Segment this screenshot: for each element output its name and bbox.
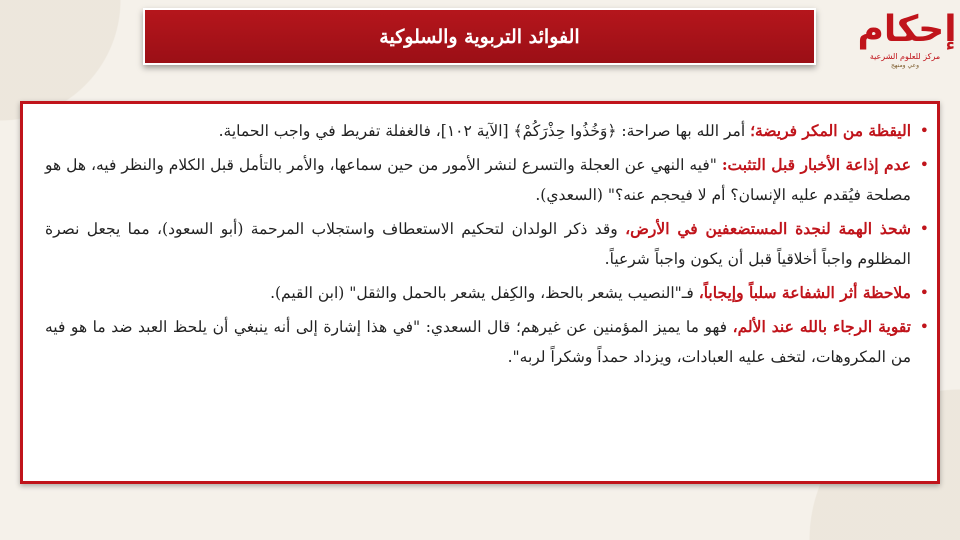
logo-wordmark: إحكام bbox=[857, 9, 957, 50]
point-lead: شحذ الهمة لنجدة المستضعفين في الأرض، bbox=[625, 219, 911, 238]
bullet-icon: • bbox=[919, 219, 929, 238]
list-item bbox=[45, 312, 929, 372]
point-lead: اليقظة من المكر فريضة؛ bbox=[750, 121, 911, 140]
point-text: فهو ما يميز المؤمنين عن غيرهم؛ قال السعدي: "في هذا إشارة إلى أنه ينبغي أن يلحظ العبد ضد ما هو فيه من المكروهات، لتخف عليه العبادات، ويزداد حمداً وشكراً لربه". bbox=[45, 318, 911, 366]
point-lead: عدم إذاعة الأخبار قبل التثبت: bbox=[721, 155, 911, 174]
logo bbox=[857, 8, 955, 68]
point-lead: تقوية الرجاء بالله عند الألم، bbox=[732, 317, 911, 336]
list-item bbox=[45, 116, 929, 146]
bullet-icon: • bbox=[919, 317, 929, 336]
logo-tagline: وعي ومنهج bbox=[891, 62, 919, 69]
list-item bbox=[45, 150, 929, 210]
points-list bbox=[23, 104, 937, 372]
bullet-icon: • bbox=[919, 121, 929, 140]
point-text: "فيه النهي عن العجلة والتسرع لنشر الأمور من حين سماعها، والأمر بالتأمل قبل الكلام والنظر فيه، هل هو مصلحة فيُقدم عليه الإنسان؟ أم لا فيحجم عنه؟" (السعدي). bbox=[45, 156, 911, 204]
list-item bbox=[45, 214, 929, 274]
logo-subtitle: مركز للعلوم الشرعية bbox=[869, 52, 941, 61]
point-text: أمر الله بها صراحة: ﴿وَخُذُوا حِذْرَكُمْ﴾ [الآية ١٠٢]، فالغفلة تفريط في واجب الحماية. bbox=[218, 122, 751, 140]
list-item bbox=[45, 278, 929, 308]
point-text: فـ"النصيب يشعر بالحظ، والكِفل يشعر بالحمل والثقل" (ابن القيم). bbox=[270, 284, 699, 302]
slide-title: الفوائد التربوية والسلوكية bbox=[379, 25, 580, 48]
title-banner bbox=[143, 8, 816, 65]
point-text: وقد ذكر الولدان لتحكيم الاستعطاف واستجلاب المرحمة (أبو السعود)، مما يجعل نصرة المظلوم واجباً أخلاقياً قبل أن يكون واجباً شرعياً. bbox=[45, 220, 911, 268]
point-lead: ملاحظة أثر الشفاعة سلباً وإيجاباً، bbox=[698, 283, 911, 302]
bullet-icon: • bbox=[919, 283, 929, 302]
bullet-icon: • bbox=[919, 155, 929, 174]
content-box bbox=[20, 101, 940, 484]
